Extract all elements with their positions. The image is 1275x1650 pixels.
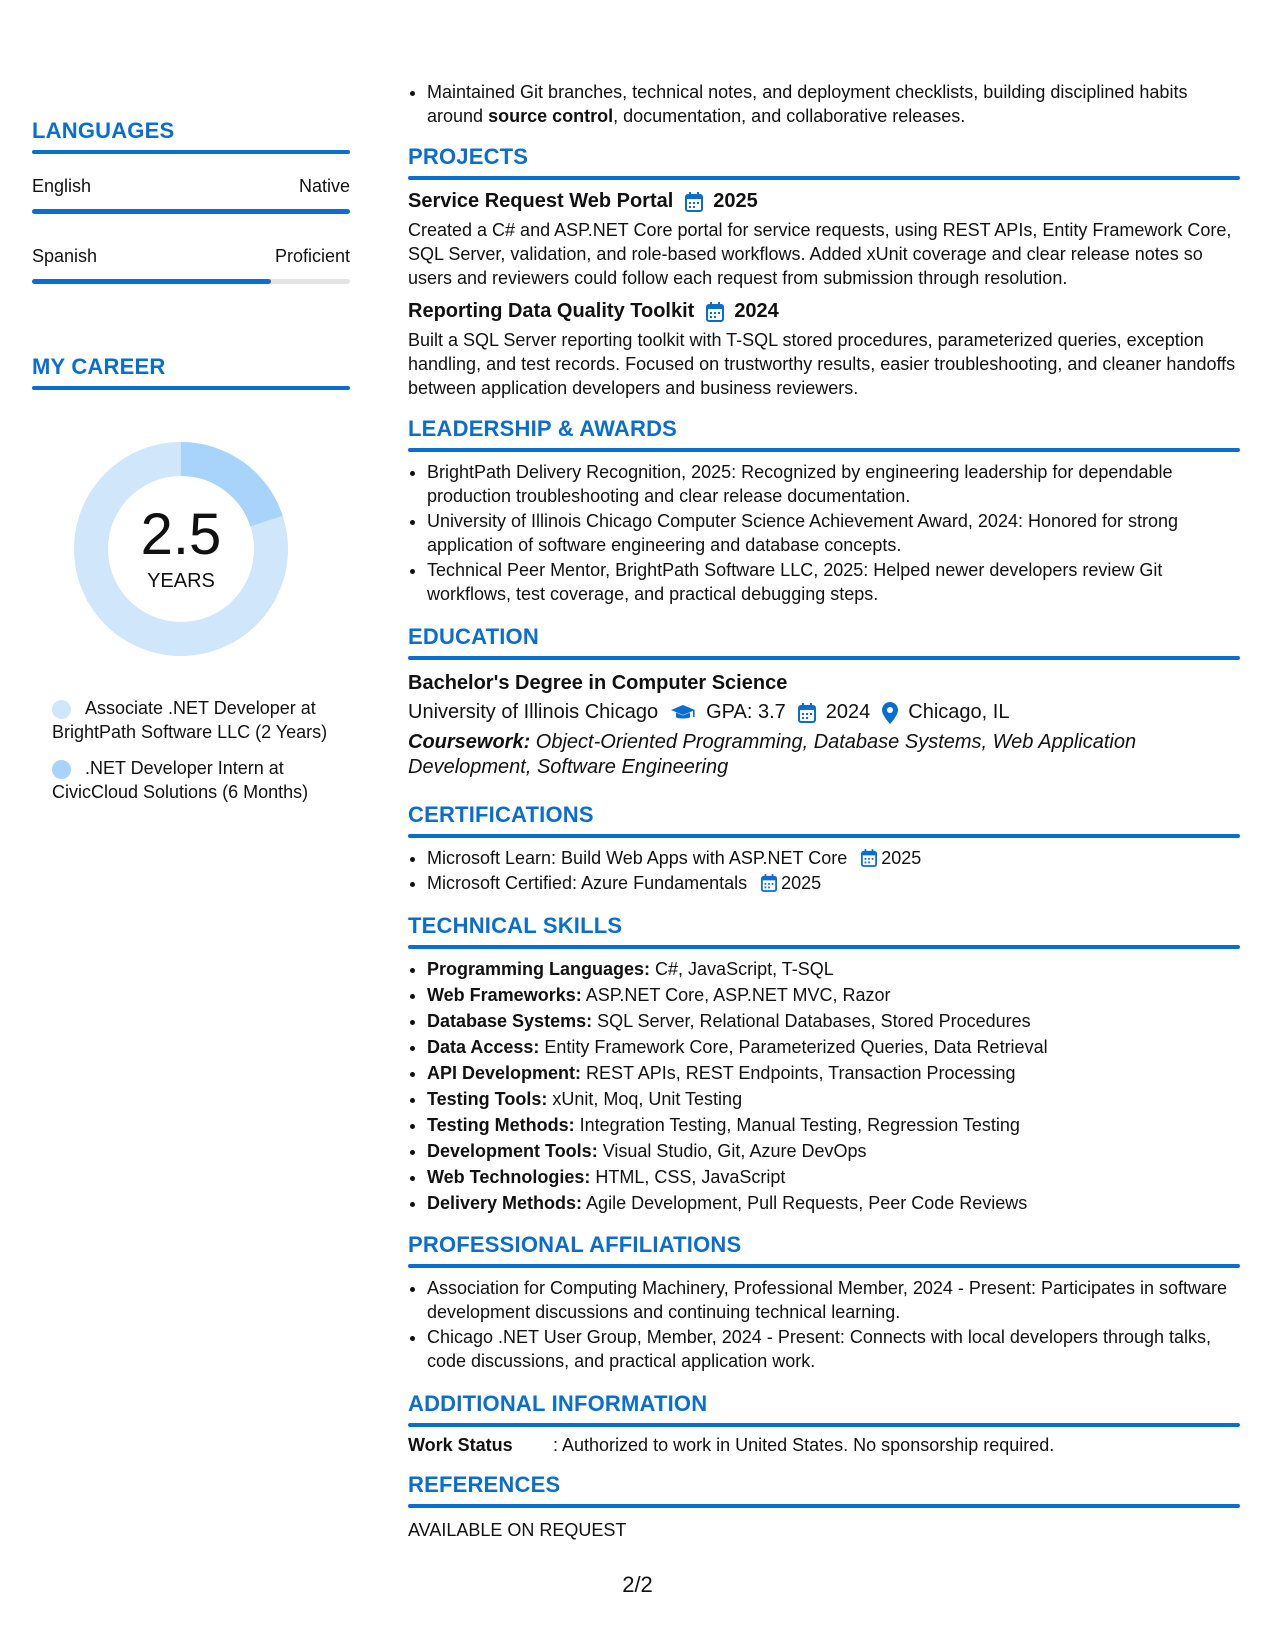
skill-label: Testing Tools: <box>427 1089 548 1109</box>
leadership-list <box>408 460 1240 606</box>
skill-value: SQL Server, Relational Databases, Stored Procedures <box>592 1011 1031 1031</box>
certification-year: 2025 <box>881 848 922 868</box>
calendar-icon <box>706 302 724 322</box>
skill-value: Agile Development, Pull Requests, Peer Code Reviews <box>582 1193 1028 1213</box>
career-legend-label: .NET Developer Intern at CivicCloud Solutions (6 Months) <box>52 758 309 802</box>
references-section <box>408 1472 1240 1541</box>
list-item <box>427 871 1240 895</box>
main-content <box>408 80 1240 1541</box>
skill-value: Integration Testing, Manual Testing, Regression Testing <box>574 1115 1020 1135</box>
legend-dot <box>52 760 71 779</box>
project-description: Built a SQL Server reporting toolkit with T-SQL stored procedures, parameterized queries, exception handling, and test records. Focused on trustworthy results, easier troubleshooting, and cleaner handoffs between application developers and business reviewers. <box>408 330 1236 398</box>
skill-label: API Development: <box>427 1063 582 1083</box>
section-divider <box>32 386 350 390</box>
additional-info-title: ADDITIONAL INFORMATION <box>408 1391 708 1416</box>
skills-list <box>408 957 1240 1216</box>
skill-label: Programming Languages: <box>427 959 651 979</box>
career-title: MY CAREER <box>32 354 166 379</box>
career-legend-item <box>32 696 350 744</box>
career-legend-item <box>32 756 350 804</box>
language-bar <box>32 209 350 214</box>
list-item <box>427 1165 1240 1190</box>
languages-title: LANGUAGES <box>32 118 175 143</box>
skill-label: Database Systems: <box>427 1011 593 1031</box>
career-total-value: 2.5 <box>140 502 222 567</box>
skill-value: HTML, CSS, JavaScript <box>590 1167 786 1187</box>
project-year: 2025 <box>713 190 758 212</box>
education-title: EDUCATION <box>408 624 539 649</box>
list-item: • BrightPath Delivery Recognition, 2025: Recognized by engineering leadership for dependable production troubleshooting and clear release documentation. <box>427 460 1240 508</box>
language-bar-fill <box>32 209 350 214</box>
skill-value: Entity Framework Core, Parameterized Queries, Data Retrieval <box>539 1037 1048 1057</box>
list-item <box>427 957 1240 982</box>
references-text: AVAILABLE ON REQUEST <box>408 1520 627 1540</box>
list-item <box>427 1113 1240 1138</box>
list-item <box>427 1087 1240 1112</box>
section-divider <box>408 448 1240 452</box>
leadership-title: LEADERSHIP & AWARDS <box>408 416 678 441</box>
project-item <box>408 190 1240 290</box>
list-item <box>427 1035 1240 1060</box>
certifications-list <box>408 846 1240 895</box>
calendar-icon <box>861 849 877 867</box>
career-total-unit: YEARS <box>147 570 215 592</box>
skills-section <box>408 913 1240 1216</box>
legend-dot <box>52 700 71 719</box>
references-title: REFERENCES <box>408 1472 561 1497</box>
list-item <box>427 1061 1240 1086</box>
certifications-section <box>408 802 1240 895</box>
language-level: Native <box>298 176 350 196</box>
leadership-section <box>408 416 1240 606</box>
list-item <box>427 1191 1240 1216</box>
skill-value: Visual Studio, Git, Azure DevOps <box>597 1141 867 1161</box>
career-legend-label: Associate .NET Developer at BrightPath Software LLC (2 Years) <box>52 698 328 742</box>
language-bar <box>32 279 350 284</box>
education-degree: Bachelor's Degree in Computer Science <box>408 672 788 694</box>
bullet-bold-text: source control <box>488 106 614 126</box>
skill-label: Development Tools: <box>427 1141 598 1161</box>
education-details <box>408 701 1240 724</box>
education-section <box>408 624 1240 780</box>
work-status-label: Work Status <box>408 1435 513 1455</box>
language-item <box>32 176 350 214</box>
affiliations-title: PROFESSIONAL AFFILIATIONS <box>408 1232 742 1257</box>
project-item <box>408 300 1240 400</box>
skill-label: Web Frameworks: <box>427 985 582 1005</box>
skill-label: Data Access: <box>427 1037 540 1057</box>
section-divider <box>408 1423 1240 1427</box>
skill-value: xUnit, Moq, Unit Testing <box>547 1089 743 1109</box>
skill-value: ASP.NET Core, ASP.NET MVC, Razor <box>581 985 891 1005</box>
certification-year: 2025 <box>781 873 822 893</box>
career-donut-chart <box>66 434 296 664</box>
education-gpa: GPA: 3.7 <box>706 701 786 723</box>
projects-title: PROJECTS <box>408 144 529 169</box>
education-year: 2024 <box>825 701 871 723</box>
list-item: • Association for Computing Machinery, Professional Member, 2024 - Present: Participates in software development discussions and continuing technical learning. <box>427 1276 1240 1324</box>
experience-bullet <box>427 80 1240 128</box>
education-school: University of Illinois Chicago <box>408 701 659 723</box>
experience-bullets <box>408 80 1240 128</box>
section-divider <box>408 1264 1240 1268</box>
project-year: 2024 <box>734 300 779 322</box>
bullet-text: Maintained Git branches, technical notes, and deployment checklists, building disciplined habits around <box>427 82 1188 126</box>
education-coursework <box>408 730 1240 780</box>
section-divider <box>408 945 1240 949</box>
project-name: Service Request Web Portal <box>408 190 674 212</box>
skill-value: C#, JavaScript, T-SQL <box>650 959 834 979</box>
bullet-text: , documentation, and collaborative releases. <box>613 106 966 126</box>
certifications-title: CERTIFICATIONS <box>408 802 594 827</box>
list-item <box>427 1009 1240 1034</box>
certification-name: • Microsoft Learn: Build Web Apps with ASP.NET Core <box>427 848 848 868</box>
education-location: Chicago, IL <box>908 701 1010 723</box>
section-divider <box>408 176 1240 180</box>
affiliations-section <box>408 1232 1240 1373</box>
calendar-icon <box>761 874 777 892</box>
coursework-text: Object-Oriented Programming, Database Systems, Web Application Development, Software Engineering <box>408 731 1137 778</box>
skill-label: Delivery Methods: <box>427 1193 583 1213</box>
list-item <box>427 1139 1240 1164</box>
map-pin-icon <box>882 702 898 724</box>
additional-info-section <box>408 1391 1240 1456</box>
section-divider <box>32 150 350 154</box>
language-bar-fill <box>32 279 271 284</box>
language-name: Spanish <box>32 246 98 266</box>
language-level: Proficient <box>274 246 350 266</box>
page-number: 2/2 <box>622 1572 653 1597</box>
projects-section <box>408 144 1240 400</box>
work-status-row <box>408 1435 1240 1456</box>
list-item: • Chicago .NET User Group, Member, 2024 - Present: Connects with local developers through talks, code discussions, and practical application work. <box>427 1325 1240 1373</box>
calendar-icon <box>685 192 703 212</box>
certification-name: • Microsoft Certified: Azure Fundamentals <box>427 873 748 893</box>
calendar-icon <box>798 703 816 723</box>
list-item: • University of Illinois Chicago Computer Science Achievement Award, 2024: Honored for strong application of software engineering and database concepts. <box>427 509 1240 557</box>
work-status-value: : Authorized to work in United States. No sponsorship required. <box>553 1435 1055 1455</box>
skills-title: TECHNICAL SKILLS <box>408 913 623 938</box>
career-section <box>32 354 350 804</box>
skill-label: Testing Methods: <box>427 1115 575 1135</box>
affiliations-list <box>408 1276 1240 1373</box>
section-divider <box>408 656 1240 660</box>
languages-section <box>32 118 350 284</box>
project-description: Created a C# and ASP.NET Core portal for service requests, using REST APIs, Entity Framework Core, SQL Server, validation, and role-based workflows. Added xUnit coverage and clear release notes so users and reviewers could follow each request from submission through resolution. <box>408 220 1232 288</box>
list-item: • Technical Peer Mentor, BrightPath Software LLC, 2025: Helped newer developers review Git workflows, test coverage, and practical debugging steps. <box>427 558 1240 606</box>
skill-label: Web Technologies: <box>427 1167 591 1187</box>
sidebar <box>32 118 350 804</box>
list-item <box>427 846 1240 870</box>
language-item <box>32 246 350 284</box>
list-item <box>427 983 1240 1008</box>
section-divider <box>408 1504 1240 1508</box>
graduation-cap-icon <box>670 704 696 722</box>
skill-value: REST APIs, REST Endpoints, Transaction Processing <box>581 1063 1016 1083</box>
project-name: Reporting Data Quality Toolkit <box>408 300 695 322</box>
coursework-label: Coursework: <box>408 731 531 753</box>
section-divider <box>408 834 1240 838</box>
language-name: English <box>32 176 92 196</box>
